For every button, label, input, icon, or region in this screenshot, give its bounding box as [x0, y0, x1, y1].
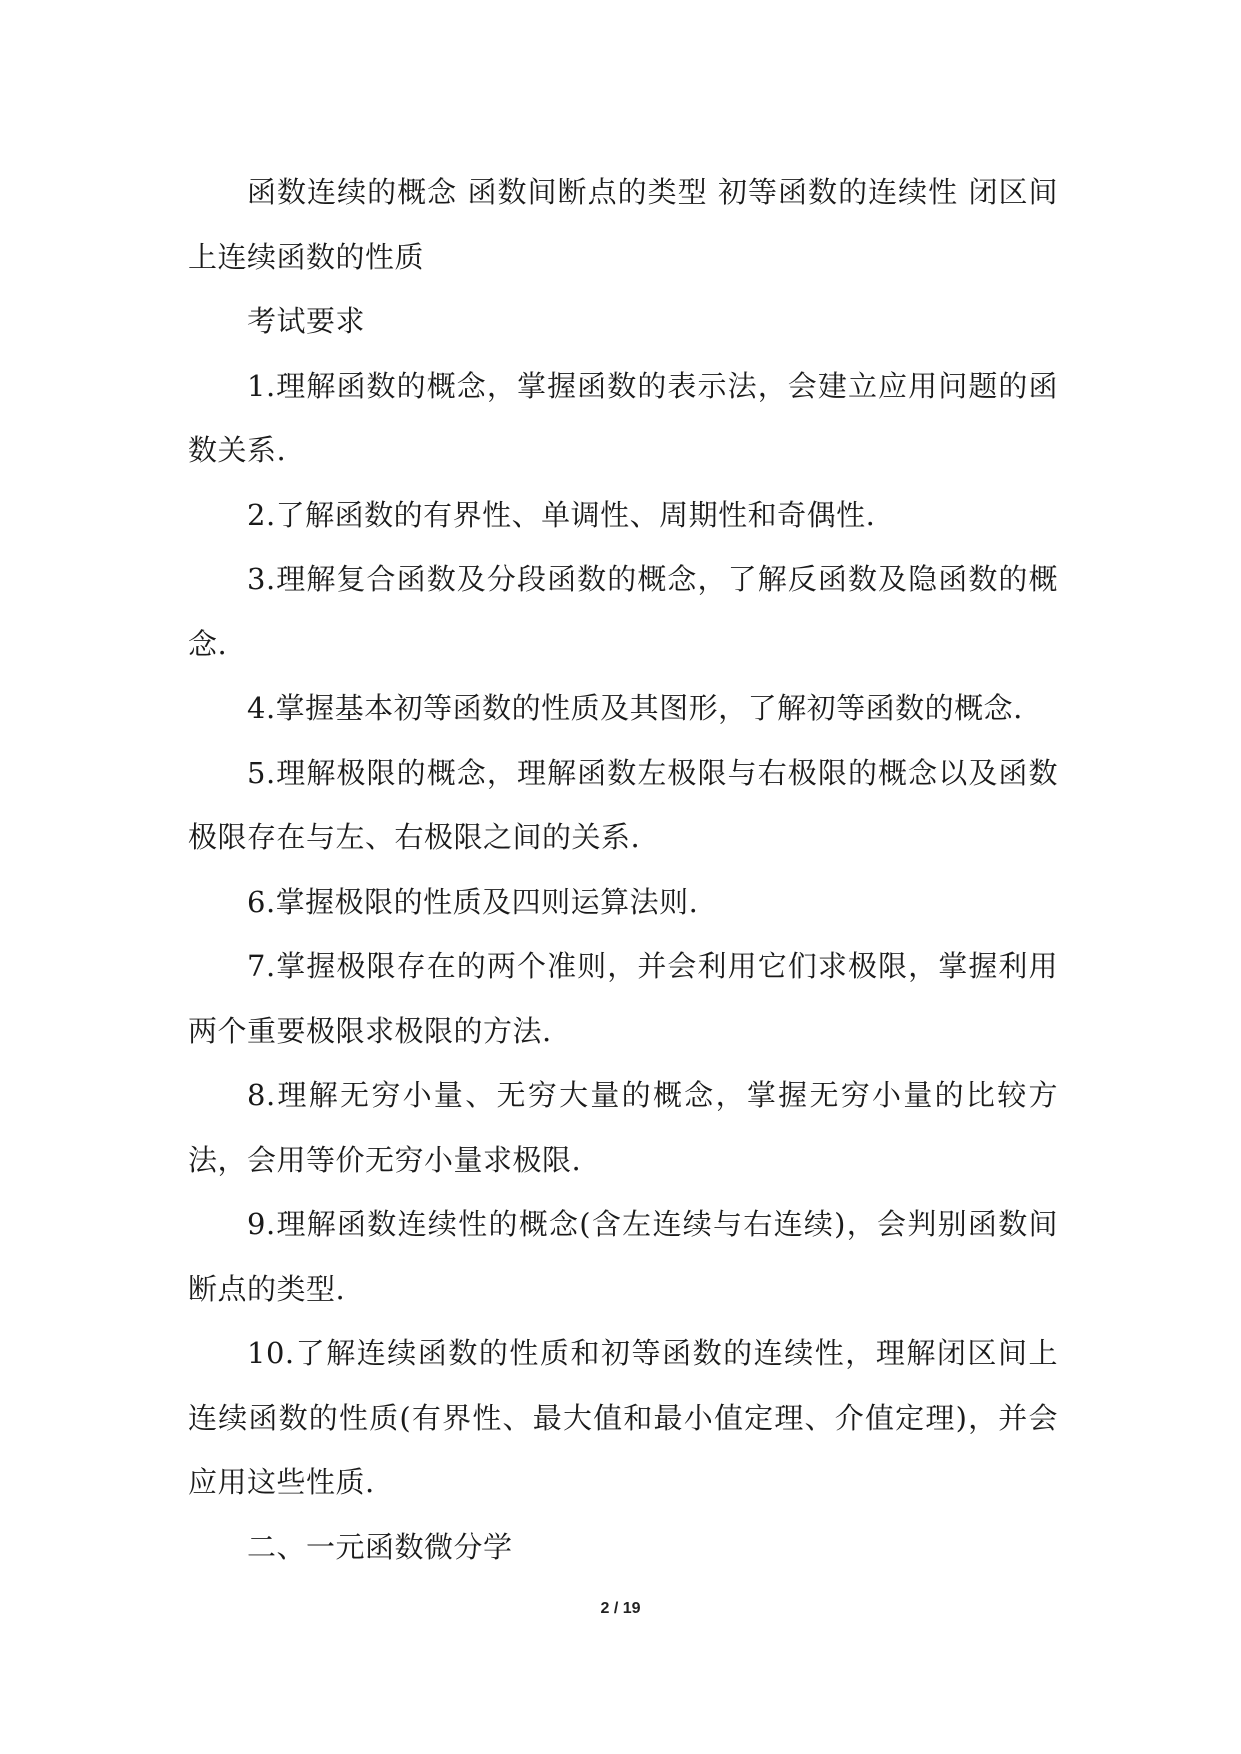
page-number: 2 / 19	[600, 1600, 641, 1617]
requirement-item-5: 5.理解极限的概念，理解函数左极限与右极限的概念以及函数极限存在与左、右极限之间的关系.	[188, 755, 1058, 854]
requirement-item-2: 2.了解函数的有界性、单调性、周期性和奇偶性.	[247, 497, 876, 532]
requirement-item-4: 4.掌握基本初等函数的性质及其图形，了解初等函数的概念.	[247, 691, 1023, 725]
requirement-item-8: 8.理解无穷小量、无穷大量的概念，掌握无穷小量的比较方法，会用等价无穷小量求极限.	[188, 1078, 1058, 1177]
requirement-item-10: 10.了解连续函数的性质和初等函数的连续性，理解闭区间上连续函数的性质(有界性、最大值和最小值定理、介值定理)，并会应用这些性质.	[188, 1336, 1058, 1499]
topic-list-paragraph: 函数连续的概念 函数间断点的类型 初等函数的连续性 闭区间上连续函数的性质	[188, 175, 1058, 274]
requirement-item-9: 9.理解函数连续性的概念(含左连续与右连续)，会判别函数间断点的类型.	[188, 1207, 1058, 1306]
requirement-item-1: 1.理解函数的概念，掌握函数的表示法，会建立应用问题的函数关系.	[188, 368, 1058, 467]
section-heading-exam-requirements: 考试要求	[247, 304, 366, 338]
document-body	[188, 160, 1058, 1579]
requirement-item-7: 7.掌握极限存在的两个准则，并会利用它们求极限，掌握利用两个重要极限求极限的方法.	[188, 949, 1058, 1048]
requirement-item-3: 3.理解复合函数及分段函数的概念，了解反函数及隐函数的概念.	[188, 562, 1058, 661]
section-heading-differential-calculus: 二、一元函数微分学	[247, 1529, 513, 1564]
requirement-item-6: 6.掌握极限的性质及四则运算法则.	[247, 884, 699, 919]
